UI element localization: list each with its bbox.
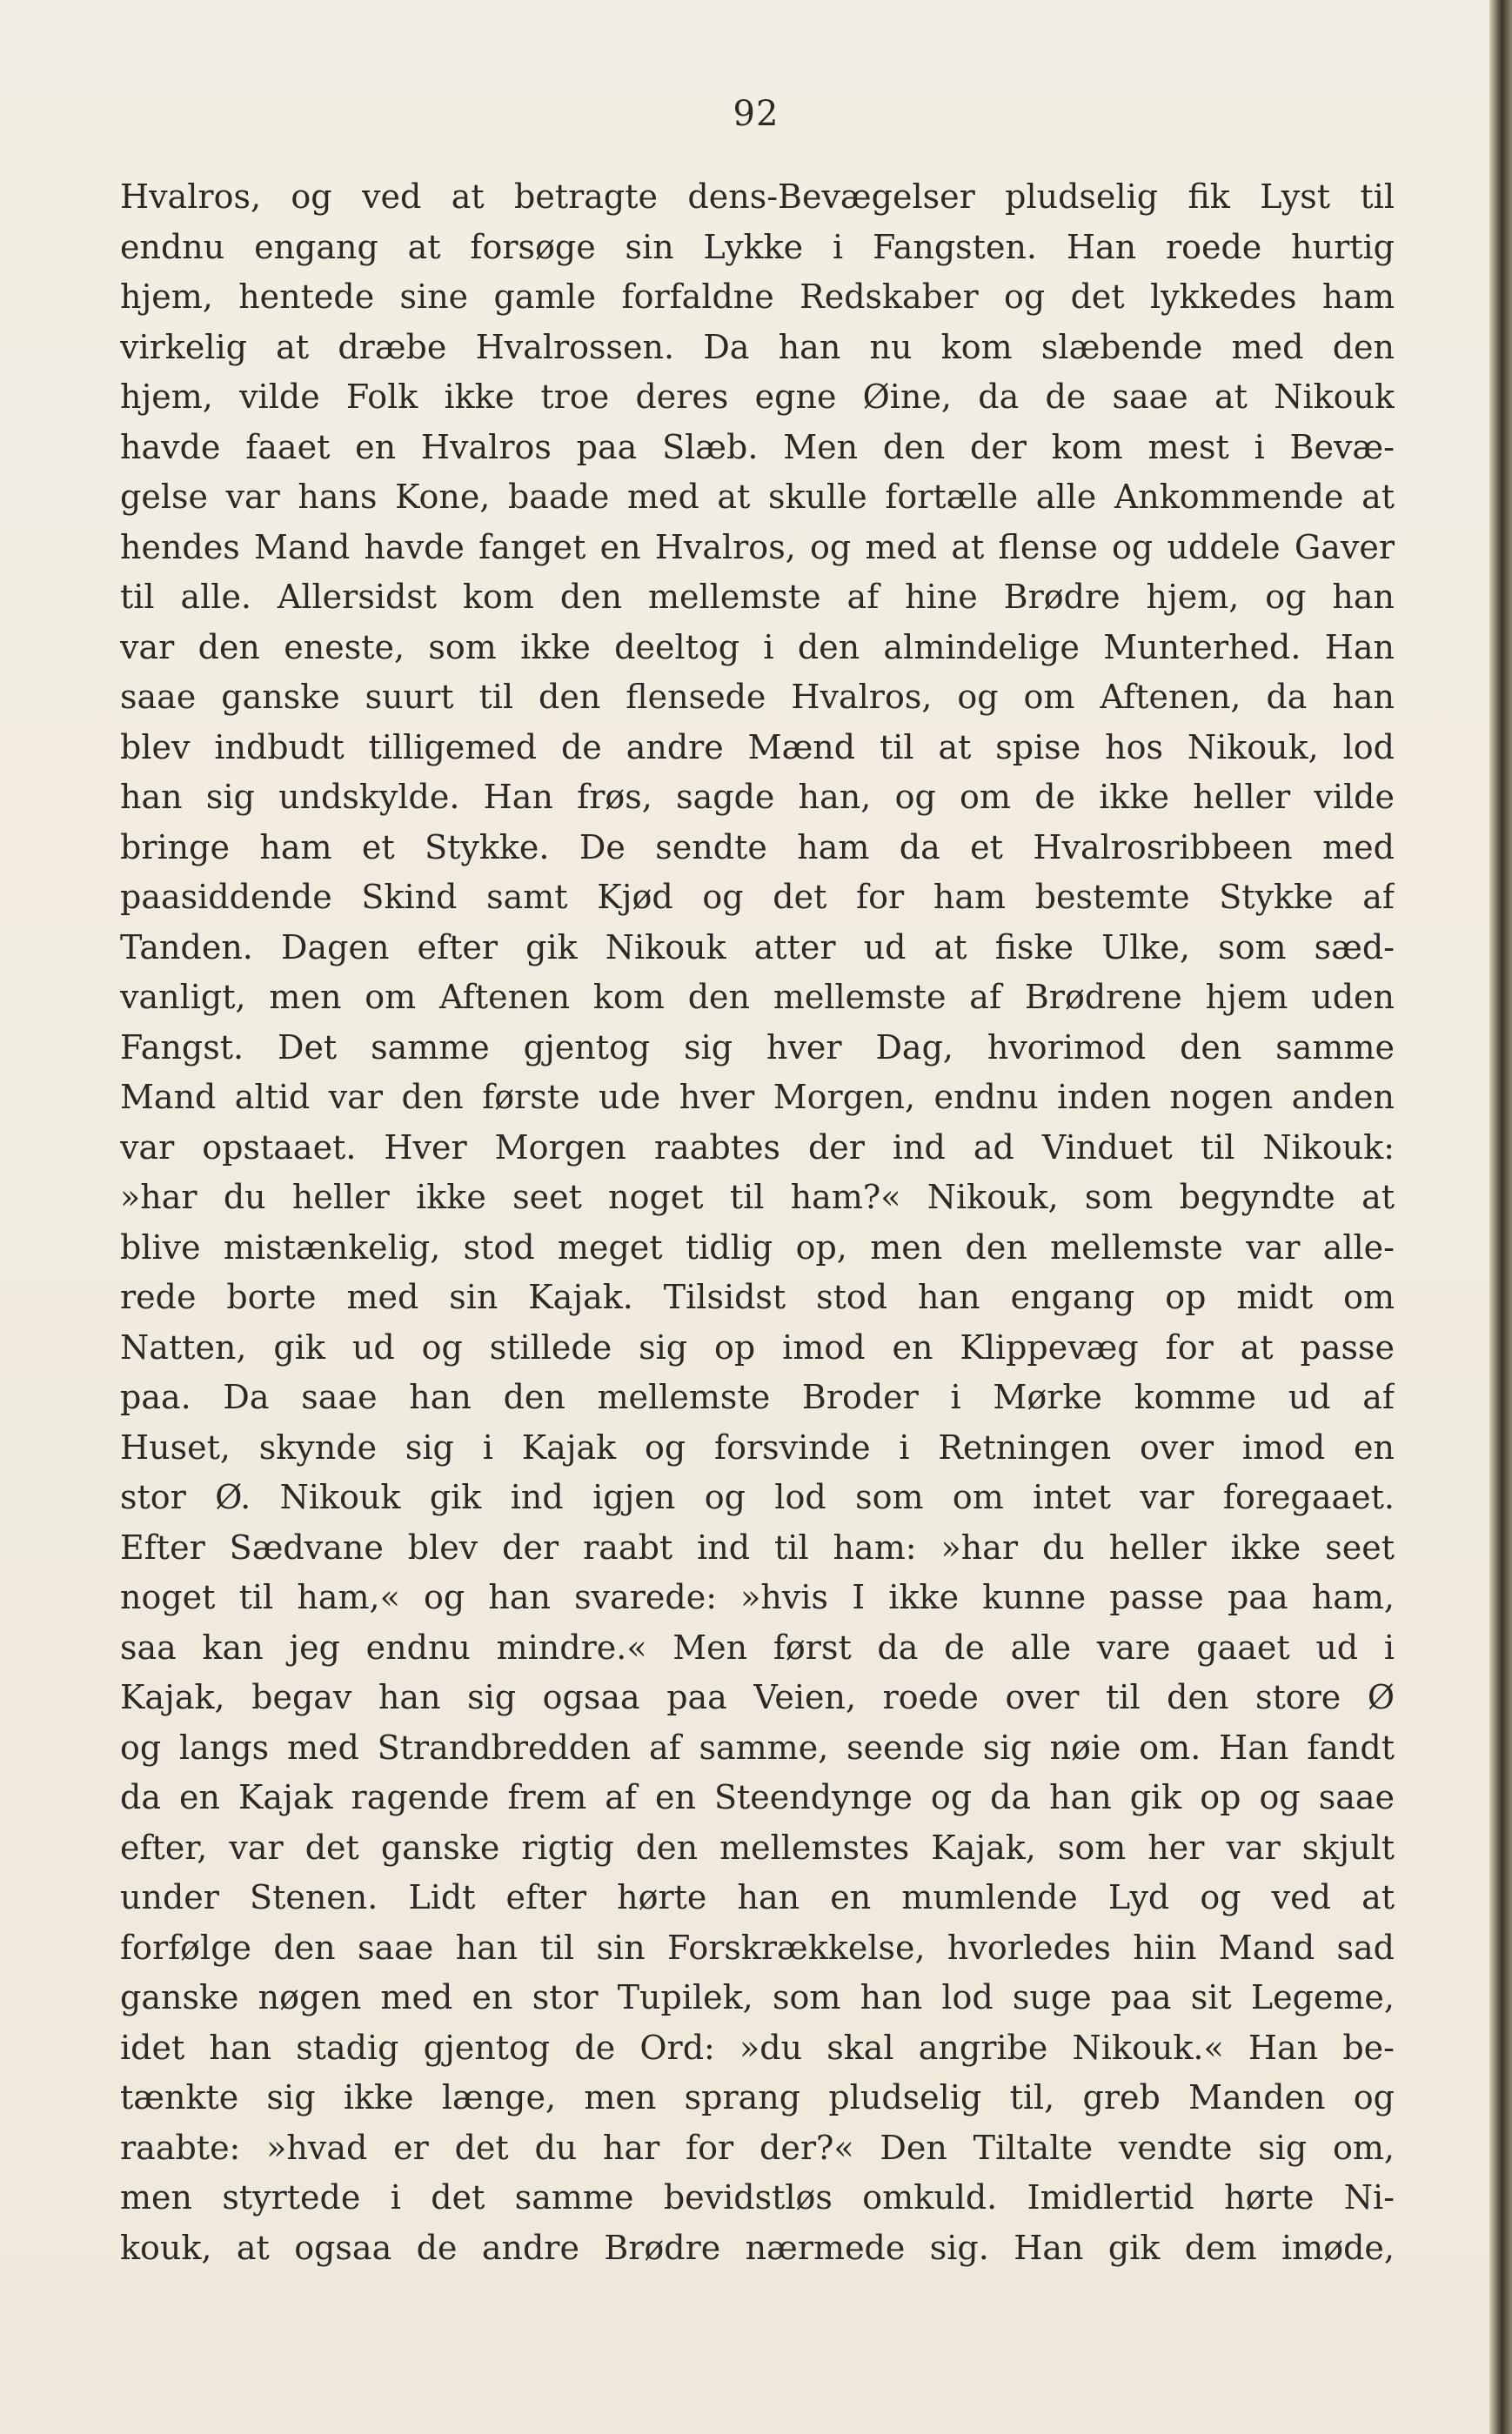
text-line: Natten, gik ud og stillede sig op imod en Klippevæg for at passe (120, 1327, 1395, 1367)
text-line: saae ganske suurt til den flensede Hvalros, og om Aftenen, da han (120, 678, 1395, 716)
text-line: vanligt, men om Aftenen kom den mellemste af Brødrene hjem uden (120, 978, 1395, 1016)
text-line: hjem, vilde Folk ikke troe deres egne Øine, da de saae at Nikouk (120, 378, 1395, 416)
text-line: tænkte sig ikke længe, men sprang pludselig til, greb Manden og (120, 2078, 1395, 2116)
text-line: stor Ø. Nikouk gik ind igjen og lod som om intet var foregaaet. (120, 1478, 1395, 1516)
body-text (120, 172, 1395, 2273)
text-line: til alle. Allersidst kom den mellemste af hine Brødre hjem, og han (120, 578, 1395, 616)
text-line: kouk, at ogsaa de andre Brødre nærmede sig. Han gik dem imøde, (120, 2228, 1395, 2267)
text-line: han sig undskylde. Han frøs, sagde han, og om de ikke heller vilde (120, 778, 1395, 816)
text-line: »har du heller ikke seet noget til ham?« Nikouk, som begyndte at (120, 1178, 1395, 1216)
text-line: Kajak, begav han sig ogsaa paa Veien, roede over til den store Ø (120, 1678, 1395, 1716)
text-line: under Stenen. Lidt efter hørte han en mumlende Lyd og ved at (120, 1878, 1395, 1916)
text-line: virkelig at dræbe Hvalrossen. Da han nu kom slæbende med den (120, 327, 1395, 366)
text-line: paasiddende Skind samt Kjød og det for ham bestemte Stykke af (120, 878, 1395, 916)
text-line: Hvalros, og ved at betragte dens-Bevægelser pludselig fik Lyst til (120, 177, 1395, 216)
text-line: endnu engang at forsøge sin Lykke i Fangsten. Han roede hurtig (120, 227, 1395, 266)
text-line: efter, var det ganske rigtig den mellemstes Kajak, som her var skjult (120, 1828, 1395, 1867)
text-line: var den eneste, som ikke deeltog i den almindelige Munterhed. Han (120, 627, 1395, 666)
text-line: og langs med Strandbredden af samme, seende sig nøie om. Han fandt (120, 1728, 1395, 1767)
text-line: Mand altid var den første ude hver Morgen, endnu inden nogen anden (120, 1078, 1395, 1116)
text-line: blev indbudt tilligemed de andre Mænd til at spise hos Nikouk, lod (120, 727, 1395, 766)
text-line: saa kan jeg endnu mindre.« Men først da de alle vare gaaet ud i (120, 1628, 1395, 1667)
text-line: men styrtede i det samme bevidstløs omkuld. Imidlertid hørte Ni- (120, 2178, 1395, 2217)
page-edge (1489, 0, 1512, 2434)
text-line: blive mistænkelig, stod meget tidlig op, men den mellemste var alle- (120, 1227, 1395, 1267)
text-line: Efter Sædvane blev der raabt ind til ham: »har du heller ikke seet (120, 1528, 1395, 1567)
text-line: havde faaet en Hvalros paa Slæb. Men den der kom mest i Bevæ- (120, 427, 1395, 466)
page-number: 92 (733, 94, 779, 134)
text-line: forfølge den saae han til sin Forskrækkelse, hvorledes hiin Mand sad (120, 1928, 1395, 1967)
text-line: rede borte med sin Kajak. Tilsidst stod han engang op midt om (120, 1278, 1395, 1316)
text-line: hendes Mand havde fanget en Hvalros, og med at flense og uddele Gaver (120, 527, 1395, 566)
text-line: noget til ham,« og han svarede: »hvis I ikke kunne passe paa ham, (120, 1578, 1395, 1616)
text-line: da en Kajak ragende frem af en Steendynge og da han gik op og saae (120, 1778, 1395, 1816)
text-line: gelse var hans Kone, baade med at skulle fortælle alle Ankommende at (120, 478, 1395, 516)
text-line: bringe ham et Stykke. De sendte ham da et Hvalrosribbeen med (120, 827, 1395, 866)
text-line: raabte: »hvad er det du har for der?« Den Tiltalte vendte sig om, (120, 2128, 1395, 2167)
text-line: paa. Da saae han den mellemste Broder i Mørke komme ud af (120, 1378, 1395, 1416)
text-line: Huset, skynde sig i Kajak og forsvinde i Retningen over imod en (120, 1428, 1395, 1467)
text-line: hjem, hentede sine gamle forfaldne Redskaber og det lykkedes ham (120, 278, 1395, 316)
text-line: var opstaaet. Hver Morgen raabtes der ind ad Vinduet til Nikouk: (120, 1127, 1395, 1167)
text-line: ganske nøgen med en stor Tupilek, som han lod suge paa sit Legeme, (120, 1978, 1395, 2016)
text-line: Fangst. Det samme gjentog sig hver Dag, hvorimod den samme (120, 1027, 1395, 1067)
text-line: Tanden. Dagen efter gik Nikouk atter ud at fiske Ulke, som sæd- (120, 927, 1395, 966)
text-line: idet han stadig gjentog de Ord: »du skal angribe Nikouk.« Han be- (120, 2028, 1395, 2067)
